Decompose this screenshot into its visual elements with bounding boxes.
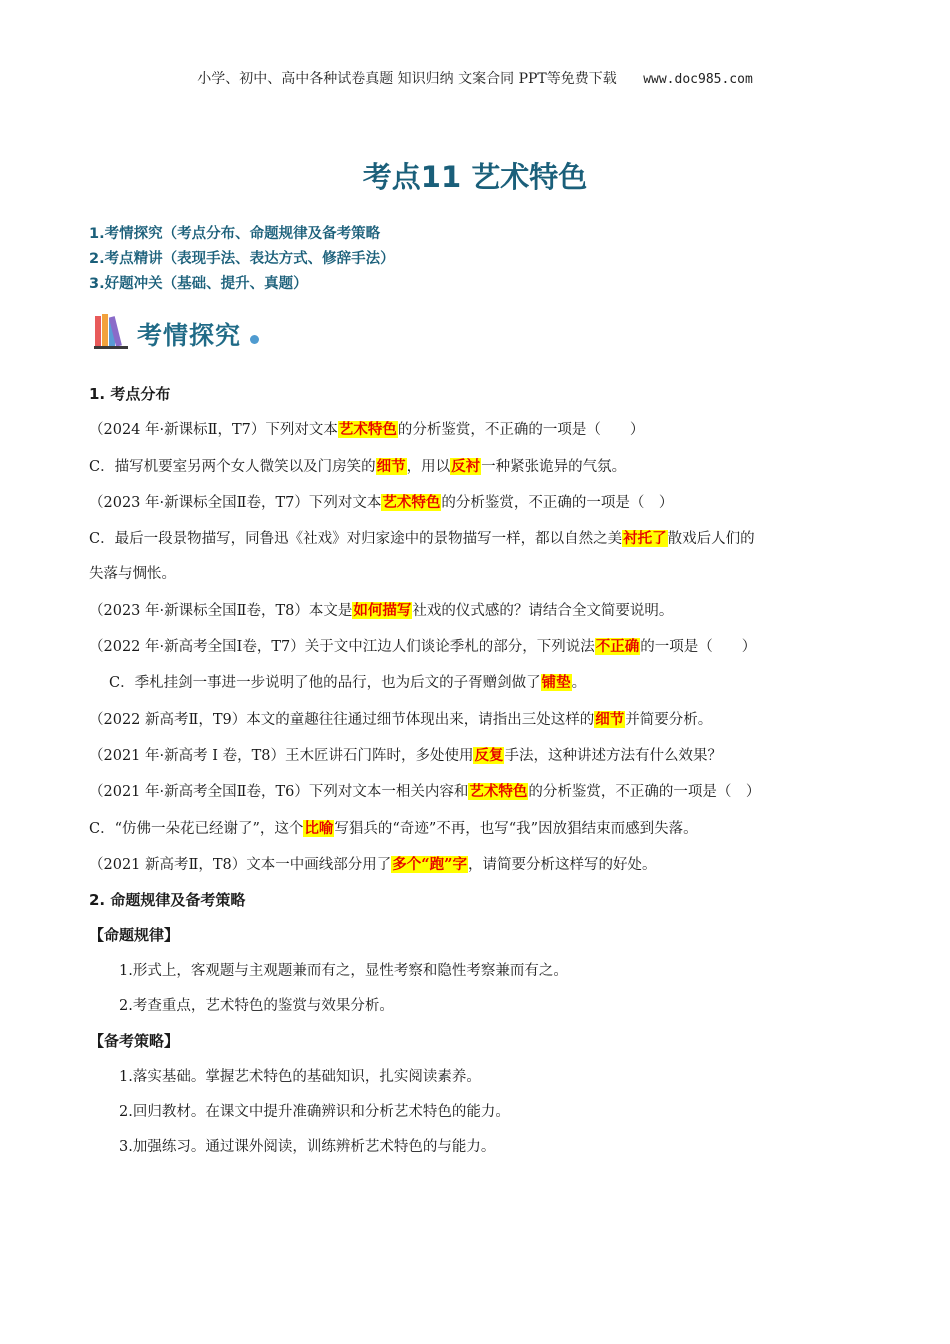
exam-item: C．描写机要室另两个女人微笑以及门房笑的细节，用以反衬一种紧张诡异的气氛。	[89, 457, 627, 475]
strategy-item: 1.落实基础。掌握艺术特色的基础知识，扎实阅读素养。	[119, 1068, 481, 1085]
toc-item: 1.考情探究（考点分布、命题规律及备考策略	[89, 226, 381, 242]
exam-item: （2021 年·新高考 I 卷，T8）王木匠讲石门阵时，多处使用反复手法，这种讲述方法有什么效果？	[89, 746, 722, 764]
banner-dot	[250, 335, 259, 344]
exam-item: C．最后一段景物描写，同鲁迅《社戏》对归家途中的景物描写一样，都以自然之美衬托了散戏后人们的	[89, 530, 755, 548]
highlight: 艺术特色	[338, 421, 397, 439]
exam-item: （2022 新高考Ⅱ，T9）本文的童趣往往通过细节体现出来，请指出三处这样的细节并简要分析。	[89, 710, 713, 728]
exam-item: C．季札挂剑一事进一步说明了他的品行，也为后文的子胥赠剑做了铺垫。	[109, 674, 587, 692]
strategy-item: 2.回归教材。在课文中提升准确辨识和分析艺术特色的能力。	[119, 1103, 510, 1120]
highlight: 衬托了	[623, 530, 667, 548]
page-title: 考点11 艺术特色	[362, 160, 588, 194]
section-banner	[92, 308, 272, 358]
exam-item: （2023 年·新课标全国Ⅱ卷，T8）本文是如何描写社戏的仪式感的？请结合全文简要说明。	[89, 601, 674, 619]
highlight: 细节	[376, 457, 406, 475]
banner-label: 考情探究	[137, 321, 242, 350]
highlight: 艺术特色	[382, 493, 441, 511]
exam-item: （2021 年·新高考全国Ⅱ卷，T6）下列对文本一相关内容和艺术特色的分析鉴赏，不正确的一项是（ ）	[89, 783, 761, 801]
exam-item-continuation: 失落与惆怅。	[89, 566, 176, 583]
highlight: 反复	[474, 746, 504, 764]
rule-item: 1.形式上，客观题与主观题兼而有之，显性考察和隐性考察兼而有之。	[119, 962, 568, 979]
subsection-heading: 【命题规律】	[89, 926, 180, 945]
strategy-item: 3.加强练习。通过课外阅读，训练辨析艺术特色的与能力。	[119, 1139, 496, 1156]
highlight: 如何描写	[353, 601, 412, 619]
rule-item: 2.考查重点，艺术特色的鉴赏与效果分析。	[119, 998, 394, 1015]
header-url[interactable]: www.doc985.com	[643, 72, 753, 87]
highlight: 比喻	[304, 819, 334, 837]
books-icon	[92, 310, 134, 352]
exam-item: （2023 年·新课标全国Ⅱ卷，T7）下列对文本艺术特色的分析鉴赏，不正确的一项是（ ）	[89, 493, 674, 511]
toc-item: 3.好题冲关（基础、提升、真题）	[89, 276, 308, 292]
highlight: 细节	[595, 710, 625, 728]
toc-item: 2.考点精讲（表现手法、表达方式、修辞手法）	[89, 251, 395, 267]
highlight: 铺垫	[541, 674, 571, 692]
page-header	[0, 68, 950, 88]
exam-item: （2021 新高考Ⅱ，T8）文本一中画线部分用了多个“跑”字，请简要分析这样写的好处。	[89, 855, 657, 873]
subsection-heading: 【备考策略】	[89, 1032, 180, 1051]
section-heading: 1. 考点分布	[89, 385, 171, 403]
highlight: 不正确	[595, 638, 640, 656]
exam-item: （2024 年·新课标Ⅱ，T7）下列对文本艺术特色的分析鉴赏，不正确的一项是（ ）	[89, 421, 645, 439]
exam-item: C．“仿佛一朵花已经谢了”，这个比喻写猖兵的“奇迹”不再，也写“我”因放猖结束而感到失落。	[89, 819, 698, 837]
header-text: 小学、初中、高中各种试卷真题 知识归纳 文案合同 PPT等免费下载	[197, 71, 617, 87]
highlight: 艺术特色	[469, 783, 528, 801]
highlight: 反衬	[451, 457, 481, 475]
exam-item: （2022 年·新高考全国Ⅰ卷，T7）关于文中江边人们谈论季札的部分，下列说法不正确的一项是（ ）	[89, 638, 757, 656]
section-heading: 2. 命题规律及备考策略	[89, 891, 246, 910]
main-content	[89, 377, 859, 1166]
table-of-contents	[89, 222, 395, 297]
highlight: 多个“跑”字	[392, 855, 467, 873]
